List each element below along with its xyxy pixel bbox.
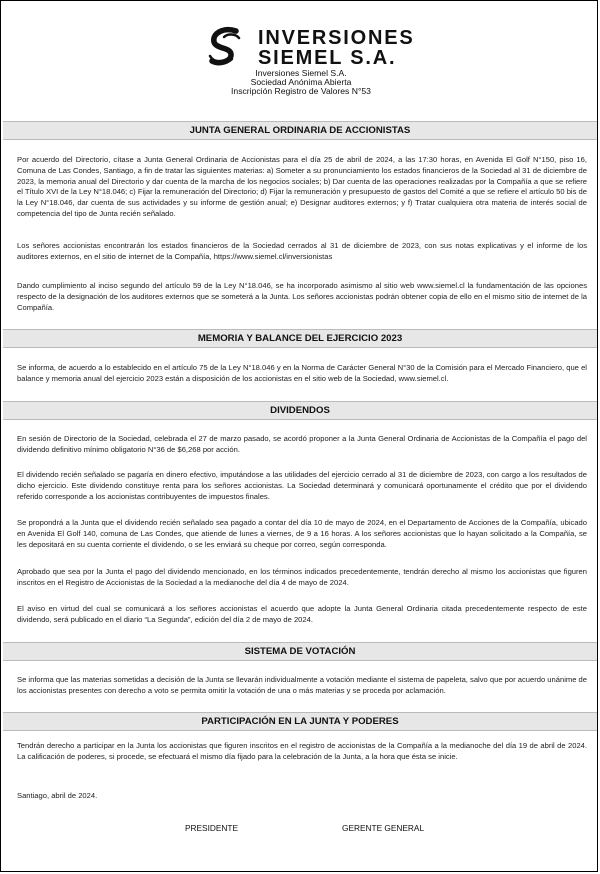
paragraph: Aprobado que sea por la Junta el pago del dividendo mencionado, en los términos indicados precedentemente, tendrán derecho al mismo los accionistas que figuren inscritos en el Registro de Accionistas de la Sociedad a la medianoche del día 4 de mayo de 2024.	[17, 567, 587, 587]
paragraph: Se informa, de acuerdo a lo establecido en el artículo 75 de la Ley N°18.046 y en la Norma de Carácter General N°30 de la Comisión para el Mercado Financiero, que el balance y memoria anual del ejercicio 2023 están a disposición de los accionistas en el sitio web de la Sociedad, www.siemel.cl.	[17, 363, 587, 383]
place-date: Santiago, abril de 2024.	[17, 791, 98, 800]
company-name: Inversiones Siemel S.A.	[255, 68, 347, 78]
paragraph: Se propondrá a la Junta que el dividendo recién señalado sea pagado a contar del día 10 de mayo de 2024, en el Departamento de Acciones de la Compañía, ubicado en Avenida El Golf 140, comuna de Las Condes, que atiende de lunes a viernes, de 9 a 16 horas. A los señores accionistas que lo hayan solicitado a la Compañía, se les depositará en su cuenta corriente el dividendo, o se les enviará su cheque por correo, según corresponda.	[17, 518, 587, 549]
paragraph: En sesión de Directorio de la Sociedad, celebrada el 27 de marzo pasado, se acordó proponer a la Junta General Ordinaria de Accionistas de la Compañía el pago del dividendo definitivo mínimo obligatorio N°36 de $6,268 por acción.	[17, 434, 587, 454]
paragraph: Los señores accionistas encontrarán los estados financieros de la Sociedad cerrados al 31 de diciembre de 2023, con sus notas explicativas y el informe de los auditores externos, en el sitio de internet de la Compañía, https://www.siemel.cl/inversionistas	[17, 241, 587, 261]
paragraph: El dividendo recién señalado se pagaría en dinero efectivo, imputándose a las utilidades del ejercicio cerrado al 31 de diciembre de 2023, con cargo a los resultados de dicho ejercicio. Este dividendo constituye renta para los señores accionistas. La Sociedad determinará y comunicará oportunamente el crédito que por el dividendo referido corresponde a los accionistas contribuyentes de impuestos finales.	[17, 470, 587, 501]
brand-name-line-2: SIEMEL S.A.	[258, 47, 397, 69]
registry-number: Inscripción Registro de Valores N°53	[231, 86, 371, 96]
section-title-junta: JUNTA GENERAL ORDINARIA DE ACCIONISTAS	[3, 121, 597, 140]
paragraph: Tendrán derecho a participar en la Junta los accionistas que figuren inscritos en el registro de accionistas de la Compañía a la medianoche del día 19 de abril de 2024. La calificación de poderes, si procede, se efectuará el mismo día fijado para la celebración de la Junta, a la hora que ésta se inicie.	[17, 741, 587, 761]
section-title-votacion: SISTEMA DE VOTACIÓN	[3, 642, 597, 661]
section-title-memoria: MEMORIA Y BALANCE DEL EJERCICIO 2023	[3, 329, 597, 348]
paragraph: Por acuerdo del Directorio, cítase a Junta General Ordinaria de Accionistas para el día 25 de abril de 2024, a las 17:30 horas, en Avenida El Golf N°150, piso 16, Comuna de Las Condes, Santiago, a fin de tratar las siguientes materias: a) Someter a su pronunciamiento los estados financieros de la Sociedad al 31 de diciembre de 2023, la memoria anual del Directorio y dar cuenta de la marcha de los negocios sociales; b) Dar cuenta de las operaciones realizadas por la Compañía a que se refiere el Título XVI de la Ley N°18.046; c) Fijar la remuneración del Directorio; d) Fijar la remuneración y presupuesto de gastos del Comité a que se refiere el artículo 50 bis de la Ley N°18.046, dar cuenta de sus actividades y su informe de gestión anual; e) Designar auditores externos; y f) Tratar cualquiera otra materia de interés social de competencia del tipo de Junta recién señalado.	[17, 155, 587, 218]
siemel-logo-icon	[206, 25, 246, 71]
brand-name-line-1: INVERSIONES	[258, 27, 415, 49]
section-title-participacion: PARTICIPACIÓN EN LA JUNTA Y PODERES	[3, 712, 597, 731]
signature-general-manager: GERENTE GENERAL	[342, 823, 425, 833]
header	[1, 21, 600, 121]
paragraph: El aviso en virtud del cual se comunicará a los señores accionistas el acuerdo que adopte la Junta General Ordinaria citada precedentemente respecto de este dividendo, será publicado en el diario “La Segunda”, edición del día 2 de mayo de 2024.	[17, 604, 587, 624]
signature-president: PRESIDENTE	[185, 823, 239, 833]
paragraph: Se informa que las materias sometidas a decisión de la Junta se llevarán individualmente a votación mediante el sistema de papeleta, salvo que por acuerdo unánime de los accionistas presentes con derecho a voto se permita omitir la votación de una o más materias y se proceda por aclamación.	[17, 675, 587, 695]
company-type: Sociedad Anónima Abierta	[250, 77, 352, 87]
paragraph: Dando cumplimiento al inciso segundo del artículo 59 de la Ley N°18.046, se ha incorporado asimismo al sitio web www.siemel.cl la fundamentación de las opciones respecto de la designación de los auditores externos que se someterá a la Junta. Los señores accionistas podrán obtener copia de ello en el mismo sitio de internet de la Compañía.	[17, 281, 587, 312]
section-title-dividendos: DIVIDENDOS	[3, 401, 597, 420]
